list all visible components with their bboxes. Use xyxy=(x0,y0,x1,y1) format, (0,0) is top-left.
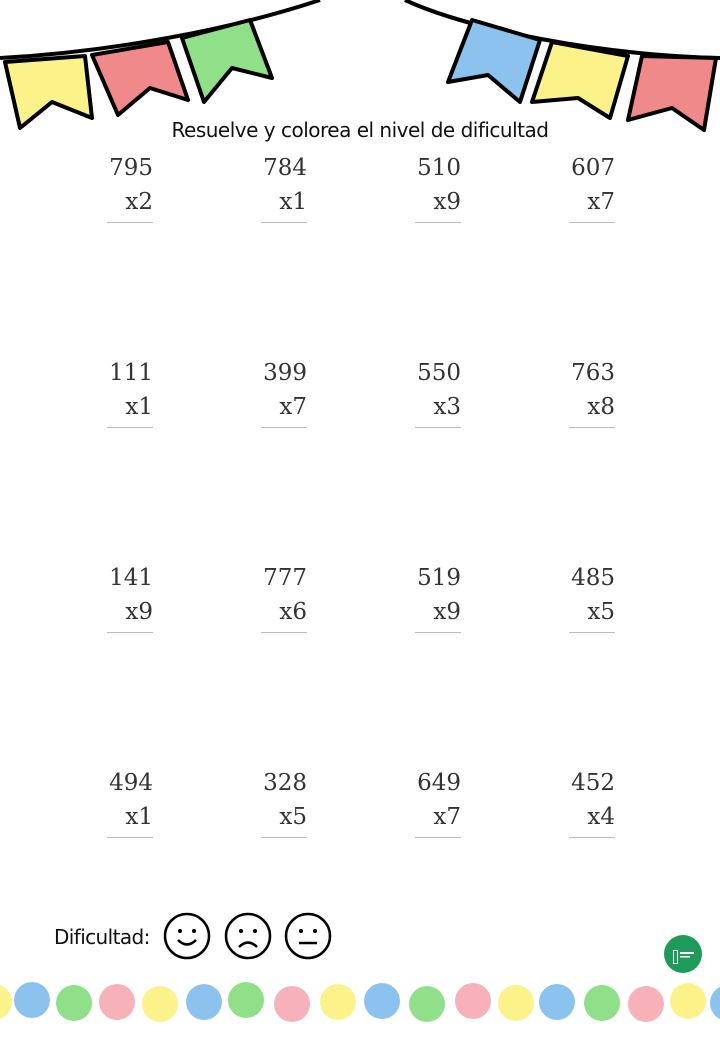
multiplication-problem xyxy=(371,565,461,645)
problem-multiplier: x7 xyxy=(433,804,461,830)
problem-multiplier: x1 xyxy=(125,804,153,830)
flag-yellow-right xyxy=(532,42,628,118)
multiplication-problem xyxy=(371,360,461,440)
flag-blue-right xyxy=(448,20,540,102)
multiplication-problem xyxy=(217,565,307,645)
answer-line xyxy=(107,222,153,223)
answer-line xyxy=(107,632,153,633)
answer-line xyxy=(261,837,307,838)
problem-number: 607 xyxy=(571,155,615,181)
sad-face-icon[interactable] xyxy=(224,912,272,960)
multiplication-problem xyxy=(63,155,153,235)
problem-multiplier: x1 xyxy=(125,394,153,420)
answer-line xyxy=(415,427,461,428)
multiplication-problem xyxy=(217,770,307,850)
problem-number: 494 xyxy=(109,770,153,796)
multiplication-problem xyxy=(525,360,615,440)
problem-multiplier: x7 xyxy=(587,189,615,215)
multiplication-problem xyxy=(63,565,153,645)
problem-number: 649 xyxy=(417,770,461,796)
problem-multiplier: x9 xyxy=(433,189,461,215)
problem-number: 328 xyxy=(263,770,307,796)
problem-number: 795 xyxy=(109,155,153,181)
problem-number: 111 xyxy=(109,360,153,386)
dots-border xyxy=(0,975,720,1035)
answer-line xyxy=(415,632,461,633)
answer-line xyxy=(107,427,153,428)
problem-number: 141 xyxy=(109,565,153,591)
multiplication-problem xyxy=(525,565,615,645)
answer-line xyxy=(415,837,461,838)
multiplication-problem xyxy=(371,155,461,235)
answer-line xyxy=(415,222,461,223)
answer-line xyxy=(261,632,307,633)
problem-multiplier: x8 xyxy=(587,394,615,420)
brand-logo xyxy=(663,934,703,974)
multiplication-problem xyxy=(525,770,615,850)
answer-line xyxy=(261,222,307,223)
problem-multiplier: x3 xyxy=(433,394,461,420)
answer-line xyxy=(569,837,615,838)
happy-face-icon[interactable] xyxy=(163,912,211,960)
page-title: Resuelve y colorea el nivel de dificultad xyxy=(171,118,549,142)
problem-multiplier: x1 xyxy=(279,189,307,215)
problem-multiplier: x6 xyxy=(279,599,307,625)
answer-line xyxy=(569,427,615,428)
multiplication-problem xyxy=(371,770,461,850)
problem-multiplier: x4 xyxy=(587,804,615,830)
answer-line xyxy=(261,427,307,428)
problem-number: 510 xyxy=(417,155,461,181)
problem-multiplier: x9 xyxy=(125,599,153,625)
difficulty-label: Dificultad: xyxy=(54,925,150,949)
problem-number: 550 xyxy=(417,360,461,386)
problem-multiplier: x7 xyxy=(279,394,307,420)
multiplication-problem xyxy=(63,770,153,850)
multiplication-problem xyxy=(525,155,615,235)
answer-line xyxy=(107,837,153,838)
multiplication-problem xyxy=(217,155,307,235)
problem-number: 784 xyxy=(263,155,307,181)
problem-number: 485 xyxy=(571,565,615,591)
multiplication-problem xyxy=(217,360,307,440)
problem-multiplier: x2 xyxy=(125,189,153,215)
answer-line xyxy=(569,632,615,633)
problem-number: 777 xyxy=(263,565,307,591)
neutral-face-icon[interactable] xyxy=(284,912,332,960)
problem-multiplier: x9 xyxy=(433,599,461,625)
problem-number: 763 xyxy=(571,360,615,386)
problem-number: 452 xyxy=(571,770,615,796)
problem-number: 399 xyxy=(263,360,307,386)
problem-multiplier: x5 xyxy=(587,599,615,625)
flag-red-left xyxy=(92,42,188,115)
problem-multiplier: x5 xyxy=(279,804,307,830)
problem-number: 519 xyxy=(417,565,461,591)
multiplication-problem xyxy=(63,360,153,440)
answer-line xyxy=(569,222,615,223)
